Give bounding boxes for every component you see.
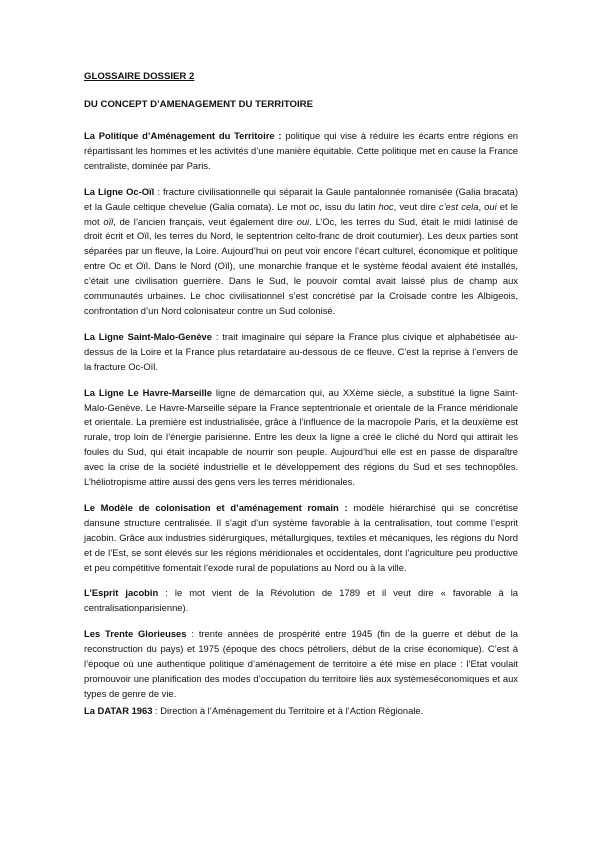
definition-ligne-oc-oil-italic: oui [484,200,497,212]
definition-ligne-oc-oil-part: et le mot [84,200,518,227]
definition-datar: : Direction à l’Aménagement du Territoire et à l’Action Régionale. [152,704,424,716]
definition-ligne-oc-oil-part: : fracture civilisationnelle qui séparait la Gaule pantalonnée romanisée (Galia bracata) et la Gaule celtique chevelue (Galia comata). Le mot [84,185,518,212]
term-datar: La DATAR 1963 [84,704,153,716]
entry-ligne-oc-oil [84,185,518,319]
term-ligne-havre-marseille: La Ligne Le Havre-Marseille [84,386,212,398]
definition-modele-colonisation: modèle hiérarchisé qui se concrétise dansune structure centralisée. Il s’agit d’un système favorable à la centralisation, tout comme l’esprit jacobin. Grâce aux industries sidérurgiques, métallurgiques, textiles et mécaniques, les régions du Nord et de l’Est, se sont élevés sur les régions méridionales et occidentales, dont l’agriculture peu productive et peu compétitive fomentait l’exode rural de populations au Nord ou à la ville. [84,501,518,573]
term-ligne-saint-malo-geneve: La Ligne Saint-Malo-Genève [84,330,212,342]
definition-ligne-oc-oil-italic: hoc [378,200,394,212]
definition-ligne-oc-oil-italic: oui [296,215,310,227]
entry-datar [84,704,518,719]
definition-esprit-jacobin: : le mot vient de la Révolution de 1789 et il veut dire « favorable à la centralisationparisienne). [84,587,518,614]
entry-trente-glorieuses [84,627,518,702]
document-subtitle: DU CONCEPT D’AMENAGEMENT DU TERRITOIRE [84,99,314,110]
document-title: GLOSSAIRE DOSSIER 2 [84,71,195,82]
definition-ligne-saint-malo-geneve: : trait imaginaire qui sépare la France plus civique et alphabétisée au-dessus de la Loire et la France plus retardataire au-dessous de ce fleuve. C’est la reprise à l’envers de la fracture Oc-Oïl. [84,330,518,372]
entry-esprit-jacobin [84,586,518,616]
definition-ligne-oc-oil-part: , issu du latin [319,200,379,212]
term-ligne-oc-oil: La Ligne Oc-Oïl [84,185,155,197]
definition-ligne-oc-oil-part: , de l’ancien français, veut également dire [113,215,297,227]
entry-politique-amenagement [84,129,518,174]
definition-ligne-oc-oil-part: , veut dire [393,200,439,212]
definition-ligne-oc-oil-part: , [478,200,485,212]
term-politique-amenagement: La Politique d’Aménagement du Territoire : [84,130,282,141]
definition-ligne-oc-oil-italic: oc [309,200,320,212]
definition-ligne-oc-oil-italic: oïl [103,215,114,227]
term-trente-glorieuses: Les Trente Glorieuses [84,628,187,640]
term-modele-colonisation: Le Modèle de colonisation et d’aménagement romain : [84,501,348,513]
entry-ligne-havre-marseille [84,386,518,490]
definition-politique-amenagement: politique qui vise à réduire les écarts entre régions en répartissant les hommes et les activités d’une manière équitable. Cette politique met en cause la France centraliste, dominée par Paris. [84,130,519,171]
definition-ligne-havre-marseille: ligne de démarcation qui, au XXème siècle, a substitué la ligne Saint-Malo-Genève. Le Havre-Marseille sépare la France septentrionale et orientale de la France méridionale et orientale. La première est industrialisée, grâce à l’influence de la macropole Paris, et la deuxième est rurale, trop loin de l’énergie parisienne. Entre les deux la ligne a créé le cliché du Nord qui attirait les foules du Sud, qui était incapable de nourrir son peuple. Aujourd’hui elle est en passe de disparaître avec la crise de la société industrielle et le développement des régions du Sud et ses technopôles. L’héliotropisme attire aussi des gens vers les terres méridionales. [84,386,518,488]
entry-modele-colonisation [84,501,518,576]
definition-ligne-oc-oil-part: . L’Oc, les terres du Sud, était le midi latinisé de droit écrit et Oïl, les terres du Nord, le septentrion celto-franc de droit coutumier). Les deux parties sont séparées par un fleuve, la Loire. Aujourd’hui on peut voir encore l’écart culturel, économique et politique entre Oc et Oïl. Dans le Nord (Oïl), une monarchie franque et le système féodal avaient été installés, c’était une civilisation guerrière. Dans le Sud, le pouvoir comtal avait laissé plus de champ aux communautés urbaines. Le choc civilisationnel s’est concrétisé par la Croisade contre les Albigeois, confrontation d’un Nord colonisateur contre un Sud colonisé. [84,215,518,316]
document-page [84,70,518,730]
definition-ligne-oc-oil-italic: c’est cela [438,200,479,212]
term-esprit-jacobin: L’Esprit jacobin [84,587,159,599]
entry-ligne-saint-malo-geneve [84,330,518,375]
definition-trente-glorieuses: : trente années de prospérité entre 1945 (fin de la guerre et début de la reconstruction du pays) et 1975 (époque des chocs pétroliers, début de la crise économique). C’est à l’époque où une authentique politique d’aménagement de territoire a été mise en place : l’Etat voulait promouvoir une planification des modes d’occupation du territoire liés aux systèmeséconomiques et aux types de genre de vie. [84,628,518,699]
